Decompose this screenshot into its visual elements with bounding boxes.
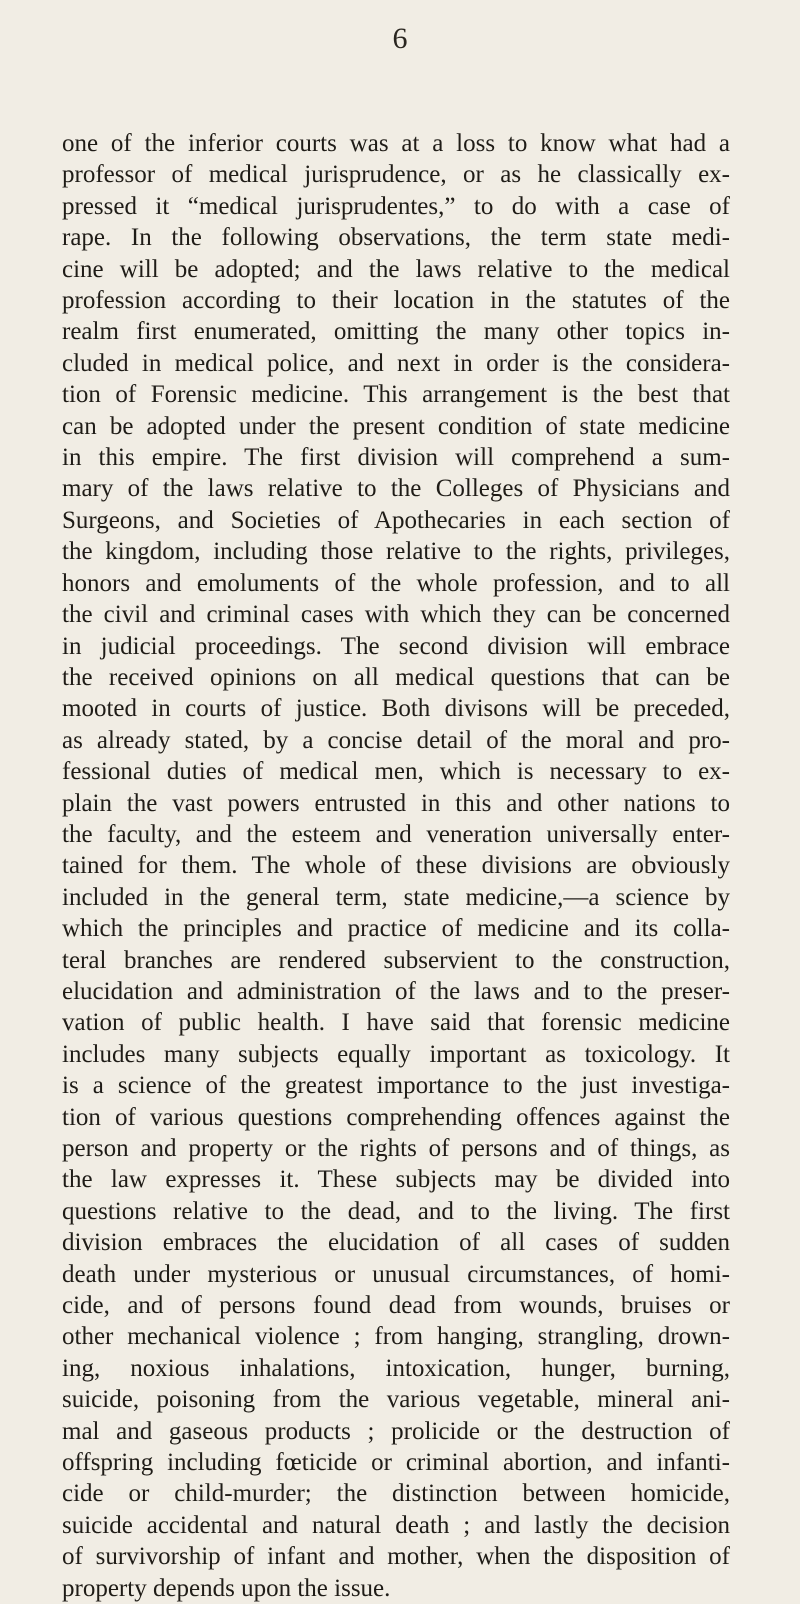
text-line: professor of medical jurisprudence, or as he classically ex- <box>62 161 730 189</box>
text-line: is a science of the greatest importance to the just investiga- <box>62 1072 730 1100</box>
text-line: rape. In the following observations, the term state medi- <box>62 224 730 252</box>
text-line: includes many subjects equally important as toxicology. It <box>62 1040 730 1068</box>
text-line: honors and emoluments of the whole profession, and to all <box>62 569 730 597</box>
text-line: cide, and of persons found dead from wounds, bruises or <box>62 1292 730 1320</box>
body-text <box>62 128 730 1604</box>
text-line: mary of the laws relative to the Colleges of Physicians and <box>62 475 730 503</box>
text-line: suicide accidental and natural death ; and lastly the decision <box>62 1511 730 1539</box>
text-line: property depends upon the issue. <box>62 1574 391 1602</box>
text-line: profession according to their location in the statutes of the <box>62 287 730 315</box>
text-line: fessional duties of medical men, which is necessary to ex- <box>62 758 730 786</box>
text-line: in judicial proceedings. The second division will embrace <box>62 632 730 660</box>
text-line: other mechanical violence ; from hanging, strangling, drown- <box>62 1323 730 1351</box>
text-line: the faculty, and the esteem and veneration universally enter- <box>62 820 730 848</box>
text-line: plain the vast powers entrusted in this and other nations to <box>62 789 730 817</box>
text-line: in this empire. The first division will comprehend a sum- <box>62 444 730 472</box>
text-line: included in the general term, state medicine,—a science by <box>62 883 730 911</box>
text-line: offspring including fœticide or criminal abortion, and infanti- <box>62 1449 730 1477</box>
text-line: questions relative to the dead, and to the living. The first <box>62 1197 730 1225</box>
text-line: realm first enumerated, omitting the many other topics in- <box>62 318 730 346</box>
text-line: person and property or the rights of persons and of things, as <box>62 1135 730 1162</box>
text-line: the civil and criminal cases with which they can be concerned <box>62 601 730 629</box>
text-line: of survivorship of infant and mother, when the disposition of <box>62 1543 730 1571</box>
text-line: tion of Forensic medicine. This arrangement is the best that <box>62 381 730 409</box>
text-line: the kingdom, including those relative to the rights, privileges, <box>62 538 730 566</box>
text-line: division embraces the elucidation of all cases of sudden <box>62 1229 730 1257</box>
text-line: elucidation and administration of the laws and to the preser- <box>62 977 730 1005</box>
text-line: teral branches are rendered subservient to the construction, <box>62 946 730 974</box>
text-line: death under mysterious or unusual circumstances, of homi- <box>62 1260 730 1288</box>
text-line: can be adopted under the present condition of state medicine <box>62 412 730 440</box>
text-line: mal and gaseous products ; prolicide or the destruction of <box>62 1417 730 1445</box>
text-line: tained for them. The whole of these divisions are obviously <box>62 852 730 880</box>
text-line: the law expresses it. These subjects may be divided into <box>62 1166 730 1194</box>
text-line: tion of various questions comprehending offences against the <box>62 1103 730 1131</box>
text-line: suicide, poisoning from the various vegetable, mineral ani- <box>62 1386 730 1414</box>
text-line: pressed it “medical jurisprudentes,” to do with a case of <box>62 192 730 220</box>
text-line: ing, noxious inhalations, intoxication, hunger, burning, <box>62 1354 730 1382</box>
text-line: the received opinions on all medical questions that can be <box>62 663 730 691</box>
text-line: cine will be adopted; and the laws relative to the medical <box>62 255 730 283</box>
text-line: mooted in courts of justice. Both divisons will be preceded, <box>62 695 730 723</box>
text-line: Surgeons, and Societies of Apothecaries in each section of <box>62 506 730 534</box>
page-number: 6 <box>392 22 408 55</box>
text-line: vation of public health. I have said that forensic medicine <box>62 1009 730 1037</box>
text-line: as already stated, by a concise detail of the moral and pro- <box>62 726 730 754</box>
text-line: cide or child-murder; the distinction between homicide, <box>62 1480 730 1508</box>
text-line: which the principles and practice of medicine and its colla- <box>62 915 730 943</box>
text-line: one of the inferior courts was at a loss to know what had a <box>62 130 730 157</box>
text-line: cluded in medical police, and next in order is the considera- <box>62 349 730 377</box>
